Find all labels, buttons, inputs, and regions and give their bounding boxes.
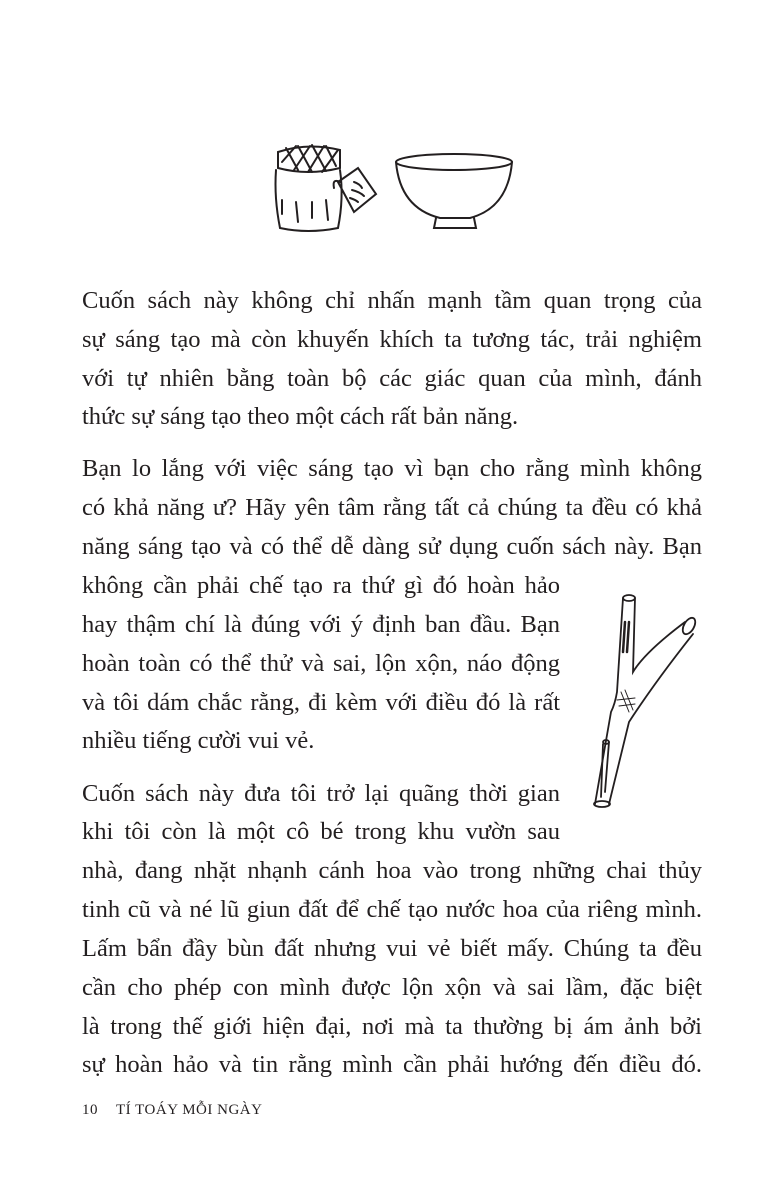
paragraph-3-line-5: Lấm bẩn đầy bùn đất nhưng vui vẻ biết mấy. Chúng ta đều [82,935,702,962]
paragraph-2-line-1: Bạn lo lắng với việc sáng tạo vì bạn cho rằng mình không [82,455,702,482]
paragraph-3-line-1: Cuốn sách này đưa tôi trở lại quãng thời gian [82,780,560,807]
paragraph-3-line-3: nhà, đang nhặt nhạnh cánh hoa vào trong những chai thủy [82,857,702,884]
paragraph-2-line-6: hoàn toàn có thể thử và sai, lộn xộn, náo động [82,650,560,677]
paragraph-2-line-2: có khả năng ư? Hãy yên tâm rằng tất cả chúng ta đều có khả [82,494,702,521]
jar-illustration [268,138,388,238]
paragraph-2-line-7: và tôi dám chắc rằng, đi kèm với điều đó là rất [82,689,560,716]
paragraph-2-line-8: nhiều tiếng cười vui vẻ. [82,727,315,754]
branch-illustration [585,592,705,817]
paragraph-2-line-3: năng sáng tạo và có thể dễ dàng sử dụng cuốn sách này. Bạn [82,533,702,560]
paragraph-3-line-8: sự hoàn hảo và tin rằng mình cần phải hướng đến điều đó. [82,1051,702,1078]
running-title: TÍ TOÁY MỖI NGÀY [116,1102,263,1118]
paragraph-3-line-6: cần cho phép con mình được lộn xộn và sai lầm, đặc biệt [82,974,702,1001]
paragraph-2-line-4: không cần phải chế tạo ra thứ gì đó hoàn hảo [82,572,560,599]
paragraph-3-line-4: tinh cũ và né lũ giun đất để chế tạo nước hoa của riêng mình. [82,896,702,923]
paragraph-1-line-2: sự sáng tạo mà còn khuyến khích ta tương tác, trải nghiệm [82,326,702,353]
paragraph-3-line-2: khi tôi còn là một cô bé trong khu vườn sau [82,818,560,845]
paragraph-1-line-1: Cuốn sách này không chỉ nhấn mạnh tầm quan trọng của [82,287,702,314]
page-number: 10 [82,1102,98,1118]
paragraph-1-line-3: với tự nhiên bằng toàn bộ các giác quan của mình, đánh [82,365,702,392]
paragraph-2-line-5: hay thậm chí là đúng với ý định ban đầu. Bạn [82,611,560,638]
page-footer [82,1102,280,1119]
paragraph-3-line-7: là trong thế giới hiện đại, nơi mà ta thường bị ám ảnh bởi [82,1013,702,1040]
bowl-illustration [390,150,520,230]
paragraph-1-line-4: thức sự sáng tạo theo một cách rất bản năng. [82,403,519,430]
